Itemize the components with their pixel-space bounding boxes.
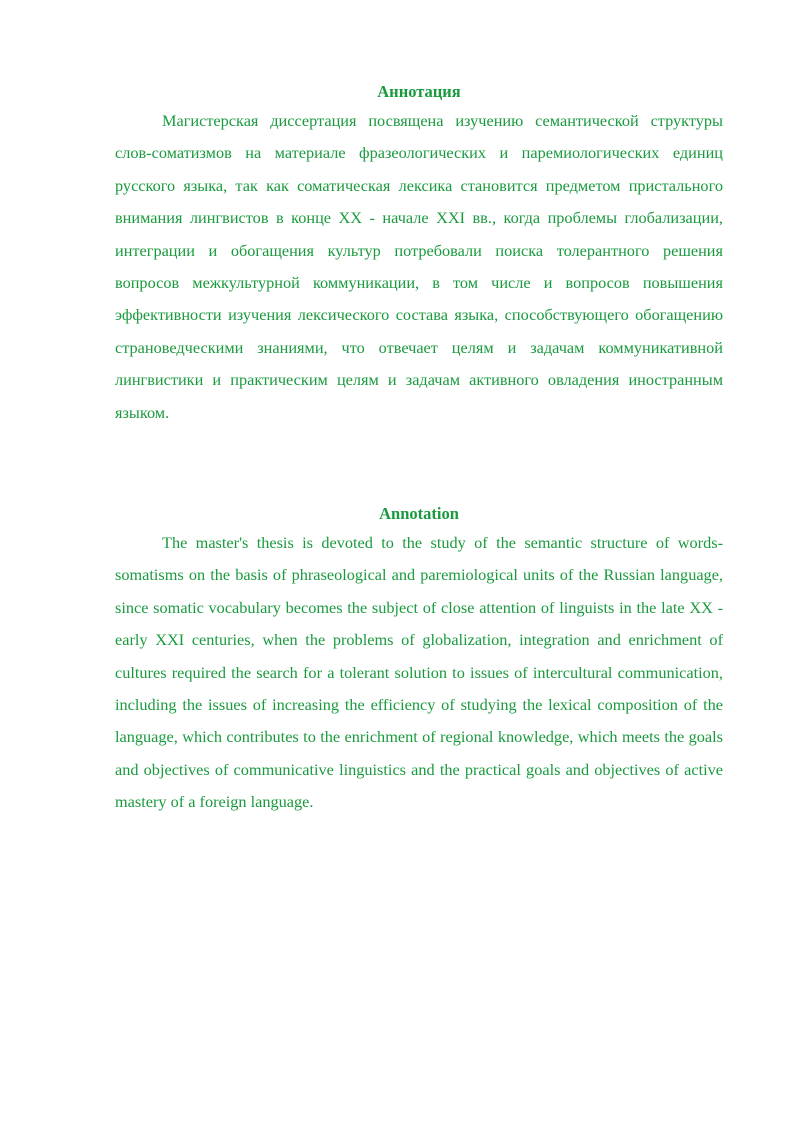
english-annotation-heading: Annotation	[379, 504, 459, 523]
russian-annotation-heading: Аннотация	[377, 82, 461, 101]
russian-annotation-section	[115, 80, 723, 429]
english-annotation-body: The master's thesis is devoted to the study of the semantic structure of words-somatisms on the basis of phraseological and paremiological units of the Russian language, since somatic vocabulary becomes the subject of close attention of linguists in the late XX - early XXI centuries, when the problems of globalization, integration and enrichment of cultures required the search for a tolerant solution to issues of intercultural communication, including the issues of increasing the efficiency of studying the lexical composition of the language, which contributes to the enrichment of regional knowledge, which meets the goals and objectives of communicative linguistics and the practical goals and objectives of active mastery of a foreign language.	[115, 533, 723, 812]
english-annotation-section	[115, 502, 723, 819]
russian-annotation-body: Магистерская диссертация посвящена изучению семантической структуры слов-соматизмов на материале фразеологических и паремиологических единиц русского языка, так как соматическая лексика становится предметом пристального внимания лингвистов в конце XX - начале XXI вв., когда проблемы глобализации, интеграции и обогащения культур потребовали поиска толерантного решения вопросов межкультурной коммуникации, в том числе и вопросов повышения эффективности изучения лексического состава языка, способствующего обогащению страноведческими знаниями, что отвечает целям и задачам коммуникативной лингвистики и практическим целям и задачам активного овладения иностранным языком.	[115, 111, 723, 422]
